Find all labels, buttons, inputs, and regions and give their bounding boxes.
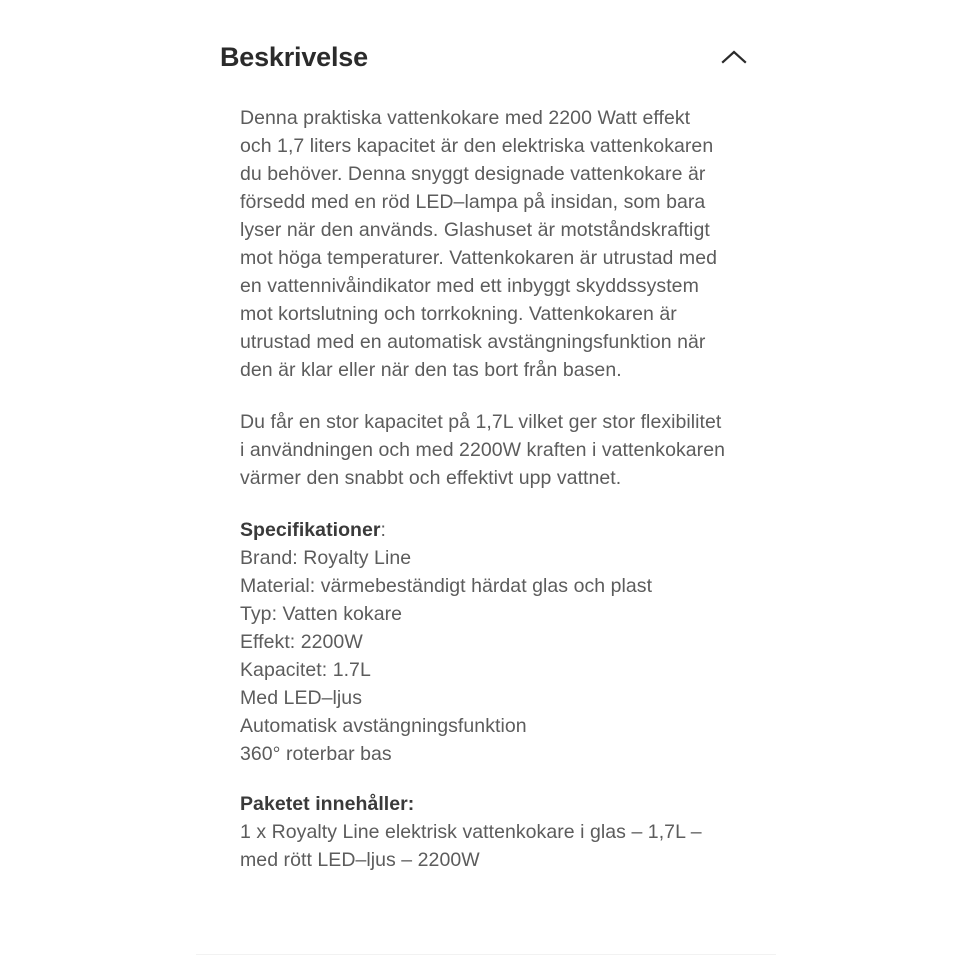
list-item: Med LED–ljus xyxy=(240,687,362,709)
list-item: Automatisk avstängningsfunktion xyxy=(240,715,527,737)
page-title: Beskrivelse xyxy=(220,42,368,72)
package-contents-heading: Paketet innehåller: xyxy=(240,793,415,815)
package-contents-group xyxy=(240,790,726,874)
specifications-heading xyxy=(240,516,726,544)
package-contents-list xyxy=(240,818,726,874)
collapse-section-button[interactable] xyxy=(712,36,756,78)
list-item: Effekt: 2200W xyxy=(240,631,363,653)
description-paragraph-2: Du får en stor kapacitet på 1,7L vilket ger stor flexibilitet i användningen och med 2200W kraften i vattenkokaren värmer den snabbt och effektivt upp vattnet. xyxy=(240,411,725,489)
list-item: Brand: Royalty Line xyxy=(240,547,412,569)
specifications-group xyxy=(240,516,726,768)
specifications-heading-label: Specifikationer xyxy=(240,519,381,541)
description-panel xyxy=(196,0,776,960)
section-divider xyxy=(196,954,776,955)
list-item: Kapacitet: 1.7L xyxy=(240,659,371,681)
list-item: Material: värmebeständigt härdat glas och plast xyxy=(240,575,653,597)
description-section-header[interactable] xyxy=(196,36,776,78)
list-item: Typ: Vatten kokare xyxy=(240,603,403,625)
list-item: 360° roterbar bas xyxy=(240,743,392,765)
description-body xyxy=(240,104,726,874)
chevron-up-icon xyxy=(721,49,747,65)
specifications-heading-colon: : xyxy=(380,519,387,541)
specifications-list xyxy=(240,544,726,768)
description-paragraph-1: Denna praktiska vattenkokare med 2200 Watt effekt och 1,7 liters kapacitet är den elektriska vattenkokaren du behöver. Denna snyggt designade vattenkokare är försedd med en röd LED–lampa på insidan, som bara lyser när den används. Glashuset är motståndskraftigt mot höga temperaturer. Vattenkokaren är utrustad med en vattennivåindikator med ett inbyggt skyddssystem mot kortslutning och torrkokning. Vattenkokaren är utrustad med en automatisk avstängningsfunktion när den är klar eller när den tas bort från basen. xyxy=(240,107,717,381)
list-item: 1 x Royalty Line elektrisk vattenkokare i glas – 1,7L – med rött LED–ljus – 2200W xyxy=(240,821,702,871)
